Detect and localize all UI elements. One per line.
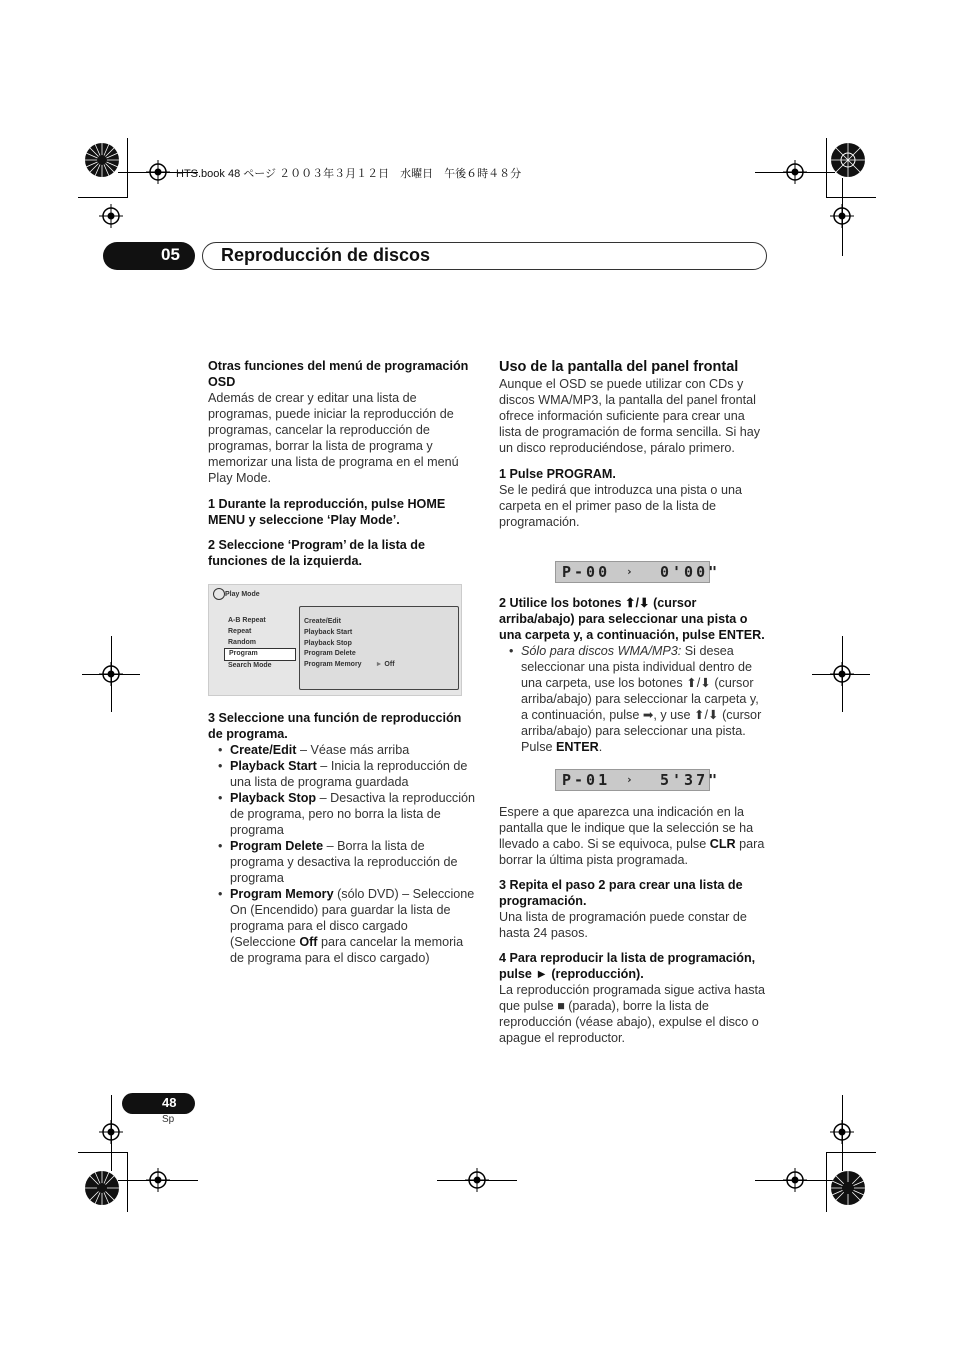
left-step-3: 3 Seleccione una función de reproducción de programa. xyxy=(208,711,462,741)
display-track: P-01 xyxy=(562,771,611,789)
list-item: • Sólo para discos WMA/MP3: Si desea seleccionar una pista individual dentro de una carpeta, use los botones ⬆/⬇ (cursor arriba/abajo) para seleccionar la carpeta y, a continuación, pulse ➡, y use ⬆/⬇ (cursor arriba/abajo) para seleccionar una pista. Pulse ENTER. xyxy=(499,643,767,755)
registration-crosshair-icon xyxy=(783,160,807,184)
right-step-4: 4 Para reproducir la lista de programación, pulse ► (reproducción). xyxy=(499,951,756,981)
osd-item-repeat[interactable]: Repeat xyxy=(228,627,252,635)
page-number-badge xyxy=(122,1093,195,1114)
list-item: • Program Memory (sólo DVD) – Seleccione On (Encendido) para guardar la lista de programa para el disco cargado (Seleccione Off para cancelar la memoria de programa para el disco cargado) xyxy=(208,886,476,966)
list-item: • Program Delete – Borra la lista de programa y desactiva la reproducción de programa xyxy=(208,838,476,886)
right-step-4-text: La reproducción programada sigue activa hasta que pulse ■ (parada), borre la lista de reproducción (véase abajo), expulse el disco o apague el reproductor. xyxy=(499,983,766,1045)
osd-item-search-mode[interactable]: Search Mode xyxy=(228,662,272,670)
list-item: • Create/Edit – Véase más arriba xyxy=(208,742,476,758)
chapter-title: Reproducción de discos xyxy=(221,245,431,265)
registration-crosshair-icon xyxy=(99,1120,123,1144)
wma-mp3-note xyxy=(499,643,767,755)
registration-crosshair-icon xyxy=(830,204,854,228)
display-arrow-icon: › xyxy=(626,773,633,786)
registration-crosshair-icon xyxy=(830,1120,854,1144)
wait-paragraph: Espere a que aparezca una indicación en la pantalla que le indique que la selección se ha llevado a cabo. Si se equivoca, pulse CLR para borrar la última pista programada. xyxy=(499,805,765,867)
page-number: 48 xyxy=(162,1095,177,1110)
display-time: 0'00" xyxy=(660,563,721,581)
osd-memory-value: Off xyxy=(384,661,395,669)
front-panel-display-1 xyxy=(555,561,721,583)
play-triangle-icon: ► xyxy=(375,661,383,669)
right-step-1: 1 Pulse PROGRAM. xyxy=(499,467,616,481)
registration-sunburst-icon xyxy=(84,142,120,178)
osd-option-create-edit[interactable]: Create/Edit xyxy=(304,618,341,625)
right-step-1-text: Se le pedirá que introduzca una pista o una carpeta en el primer paso de la lista de programación. xyxy=(499,483,742,529)
registration-crosshair-icon xyxy=(99,662,123,686)
chapter-number-badge xyxy=(103,242,195,270)
osd-item-random[interactable]: Random xyxy=(228,638,256,646)
display-time: 5'37" xyxy=(660,771,721,789)
front-panel-display-2 xyxy=(555,769,721,791)
osd-right-panel xyxy=(299,606,459,690)
registration-crosshair-icon xyxy=(465,1168,489,1192)
registration-sunburst-icon xyxy=(830,142,866,178)
registration-crosshair-icon xyxy=(146,160,170,184)
osd-item-ab-repeat[interactable]: A-B Repeat xyxy=(228,617,266,624)
print-header: HTS.book 48 ページ ２００３年３月１２日 水曜日 午後６時４８分 xyxy=(176,168,522,180)
program-function-list xyxy=(208,742,476,966)
osd-item-program[interactable]: Program xyxy=(224,648,296,661)
right-intro: Aunque el OSD se puede utilizar con CDs y discos WMA/MP3, la pantalla del panel frontal ofrece información suficiente para crear una lista de programación de forma sencilla. Si hay un disco reproduciéndose, páralo primero. xyxy=(499,377,761,455)
right-heading: Uso de la pantalla del panel frontal xyxy=(499,359,739,375)
registration-crosshair-icon xyxy=(99,204,123,228)
left-step-2: 2 Seleccione ‘Program’ de la lista de funciones de la izquierda. xyxy=(208,538,425,568)
display-arrow-icon: › xyxy=(626,565,633,578)
display-track: P-00 xyxy=(562,563,611,581)
registration-crosshair-icon xyxy=(146,1168,170,1192)
right-step-3: 3 Repita el paso 2 para crear una lista de programación. xyxy=(499,878,743,908)
list-item: • Playback Start – Inicia la reproducción de una lista de programa guardada xyxy=(208,758,476,790)
registration-crosshair-icon xyxy=(783,1168,807,1192)
osd-left-menu xyxy=(228,616,296,672)
chapter-number: 05 xyxy=(161,245,180,264)
right-step-3-text: Una lista de programación puede constar de hasta 24 pasos. xyxy=(499,910,747,940)
left-column xyxy=(208,358,476,966)
right-column xyxy=(499,358,767,530)
registration-sunburst-icon xyxy=(830,1170,866,1206)
osd-option-program-delete[interactable]: Program Delete xyxy=(304,650,356,658)
registration-crosshair-icon xyxy=(830,662,854,686)
osd-title: Play Mode xyxy=(225,591,260,598)
osd-disc-icon xyxy=(213,588,225,600)
chapter-title-bar xyxy=(202,242,767,270)
language-code: Sp xyxy=(162,1114,175,1125)
osd-option-program-memory[interactable]: Program Memory ► Off xyxy=(304,661,395,669)
right-step-2: 2 Utilice los botones ⬆/⬇ (cursor arriba/abajo) para seleccionar una pista o una carpeta y, a continuación, pulse ENTER. xyxy=(499,596,765,642)
right-column-middle xyxy=(499,595,767,755)
list-item: • Playback Stop – Desactiva la reproducción de programa, pero no borra la lista de programa xyxy=(208,790,476,838)
left-heading: Otras funciones del menú de programación OSD xyxy=(208,359,469,389)
osd-option-playback-stop[interactable]: Playback Stop xyxy=(304,639,352,647)
osd-play-mode-screen xyxy=(208,584,462,696)
right-column-bottom xyxy=(499,804,767,1046)
left-step-1: 1 Durante la reproducción, pulse HOME MENU y seleccione ‘Play Mode’. xyxy=(208,497,446,527)
registration-sunburst-icon xyxy=(84,1170,120,1206)
left-intro: Además de crear y editar una lista de programas, puede iniciar la reproducción de programas, cancelar la reproducción de programas, borrar la lista de programa y memorizar una lista de programa en el menú Play Mode. xyxy=(208,391,459,485)
osd-option-playback-start[interactable]: Playback Start xyxy=(304,628,353,636)
